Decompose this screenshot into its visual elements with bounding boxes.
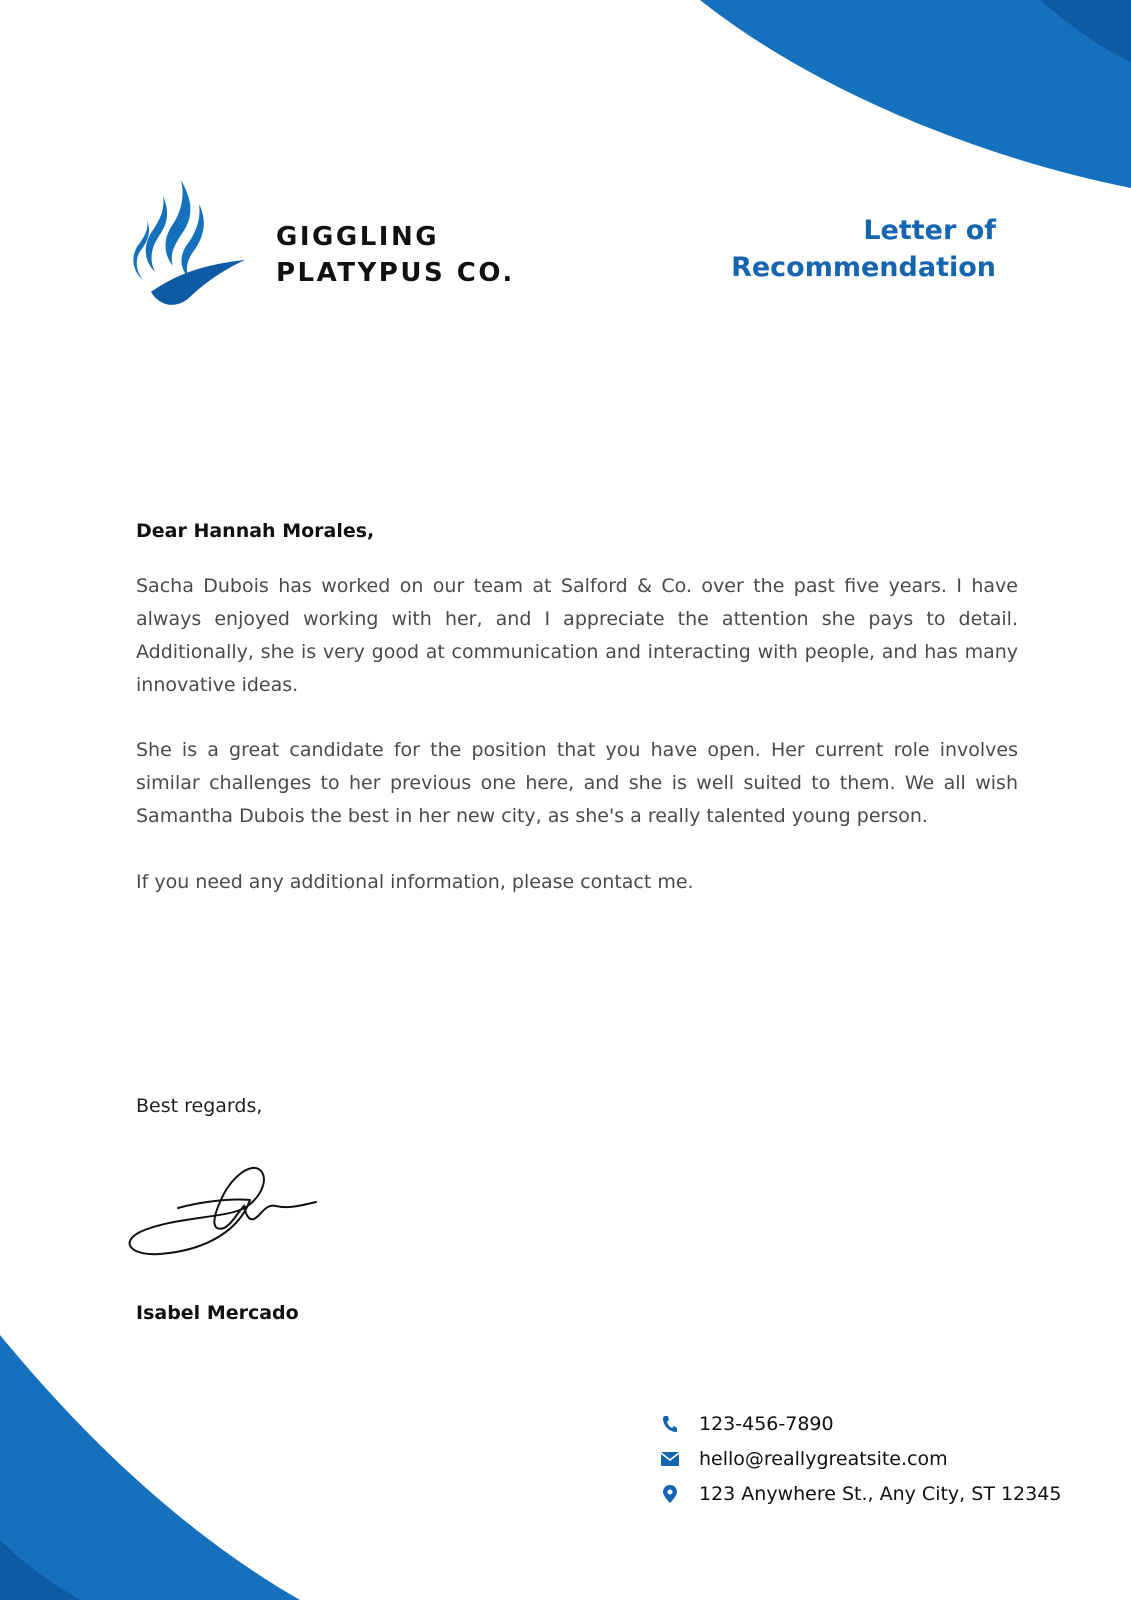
letter-paragraph-2 [136,734,1018,833]
contact-phone-row [661,1406,1061,1441]
document-title-line1: Letter of [863,215,996,246]
bottom-left-swoosh-dark [0,1540,80,1600]
paragraph-text: She is a great candidate for the position that you have open. Her current role involves similar challenges to her previous one here, and she is well suited to them. We all wish Samantha Dubois the best in her new city, as she's a really talented young person. [136,739,1018,827]
email-address: hello@reallygreatsite.com [699,1447,948,1470]
top-right-swoosh [700,0,1131,188]
phone-number: 123-456-7890 [699,1412,834,1435]
closing: Best regards, [136,1095,263,1117]
letter-paragraph-1 [136,570,1018,702]
paragraph-text: Sacha Dubois has worked on our team at Salford & Co. over the past five years. I have always enjoyed working with her, and I appreciate the attention she pays to detail. Additionally, she is very good at communication and interacting with people, and has many innovative ideas. [136,575,1018,696]
salutation: Dear Hannah Morales, [136,520,375,542]
bottom-left-swoosh [0,1335,300,1600]
street-address: 123 Anywhere St., Any City, ST 12345 [699,1482,1062,1505]
signer-name: Isabel Mercado [136,1302,299,1324]
contact-info [661,1406,1061,1511]
phone-icon [661,1415,679,1433]
company-name [276,219,515,291]
contact-email-row [661,1441,1061,1476]
flame-wave-logo-icon [133,180,245,310]
letter-paragraph-3 [136,866,1018,899]
company-name-line2: PLATYPUS CO. [276,258,515,288]
company-name-line1: GIGGLING [276,222,440,252]
contact-address-row [661,1476,1061,1511]
document-title-line2: Recommendation [731,252,996,283]
signature-image [120,1158,330,1258]
envelope-icon [661,1450,679,1468]
paragraph-text: If you need any additional information, please contact me. [136,871,694,893]
top-right-swoosh-dark [1040,0,1131,62]
document-title [731,212,996,286]
location-pin-icon [661,1485,679,1503]
